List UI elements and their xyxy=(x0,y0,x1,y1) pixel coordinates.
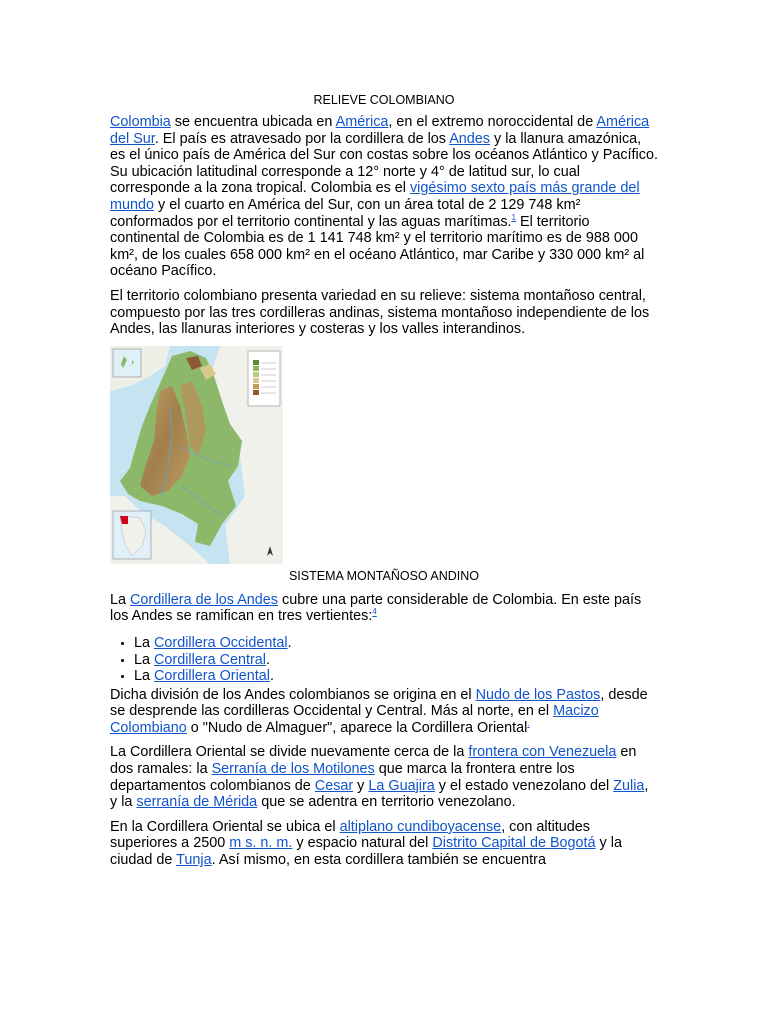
link-america-del-sur[interactable]: América del Sur xyxy=(110,114,650,147)
paragraph-oriental: La Cordillera Oriental se divide nuevamente cerca de la frontera con Venezuela en dos ramales: la Serranía de los Motilones que marca la frontera entre los departamentos colombianos de Cesar y La Guajira y el estado venezolano del Zulia, y la serranía de Mérida que se adentra en territorio venezolano. xyxy=(110,744,649,811)
paragraph-division: Dicha división de los Andes colombianos se origina en el Nudo de los Pastos, desde se desprende las cordilleras Occidental y Central. Más al norte, en el Macizo Colombiano o "Nudo de Almaguer", aparece la Cordillera Oriental. xyxy=(110,686,648,736)
link-zulia[interactable]: Zulia xyxy=(613,777,645,794)
link-cordillera-occidental[interactable]: Cordillera Occidental xyxy=(154,634,288,651)
link-america[interactable]: América xyxy=(335,114,389,130)
section-title: SISTEMA MONTAÑOSO ANDINO xyxy=(288,568,480,583)
link-macizo-colombiano[interactable]: Macizo Colombiano xyxy=(110,703,599,736)
link-altiplano[interactable]: altiplano cundiboyacense xyxy=(339,818,502,835)
link-bogota[interactable]: Distrito Capital de Bogotá xyxy=(432,835,596,852)
topographic-map-image xyxy=(110,346,283,564)
footnote-ref[interactable]: . xyxy=(527,719,530,729)
link-tunja[interactable]: Tunja xyxy=(176,852,212,869)
link-cesar[interactable]: Cesar xyxy=(314,777,354,794)
paragraph-altiplano: En la Cordillera Oriental se ubica el altiplano cundiboyacense, con altitudes superiores a 2500 m s. n. m. y espacio natural del Distrito Capital de Bogotá y la ciudad de Tunja. Así mismo, en esta cordillera también se encuentra xyxy=(110,818,622,869)
link-msnm[interactable]: m s. n. m. xyxy=(229,835,293,852)
colombia-map xyxy=(110,346,283,564)
link-frontera-venezuela[interactable]: frontera con Venezuela xyxy=(468,744,617,761)
document-body xyxy=(110,92,658,877)
link-serrania-merida[interactable]: serranía de Mérida xyxy=(136,794,258,811)
footnote-ref-1[interactable]: 1 xyxy=(511,212,516,222)
link-serrania-motilones[interactable]: Serranía de los Motilones xyxy=(211,761,375,778)
paragraph-relieve: El territorio colombiano presenta variedad en su relieve: sistema montañoso central, compuesto por las tres cordilleras andinas, sistema montañoso independiente de los Andes, las llanuras interiores y costeras y los valles interandinos. xyxy=(110,287,650,338)
link-nudo-de-los-pastos[interactable]: Nudo de los Pastos xyxy=(475,686,601,703)
page-title: RELIEVE COLOMBIANO xyxy=(313,93,455,107)
list-item: • La Cordillera Central. xyxy=(134,652,658,669)
paragraph-intro: Colombia se encuentra ubicada en América, en el extremo noroccidental de América del Sur. El país es atravesado por la cordillera de los Andes y la llanura amazónica, es el único país de América del Sur con costas sobre los océanos Atlántico y Pacífico. Su ubicación latitudinal corresponde a 12° norte y 4° de latitud sur, lo cual corresponde a la zona tropical. Colombia es el vigésimo sexto país más grande del mundo y el cuarto en América del Sur, con un área total de 2 129 748 km² conformados por el territorio continental y las aguas marítimas.$^1$ El territorio continental de Colombia es de 1 141 748 km² y el territorio marítimo es de 988 000 km², de los cuales 658 000 km² en el océano Atlántico, mar Caribe y 330 000 km² al océano Pacífico. xyxy=(110,114,658,280)
link-andes[interactable]: Andes xyxy=(449,130,490,147)
map-inset-islands xyxy=(113,349,141,377)
link-la-guajira[interactable]: La Guajira xyxy=(368,777,435,794)
link-vigesimo-sexto[interactable]: vigésimo sexto país más grande del mundo xyxy=(110,180,640,213)
link-colombia[interactable]: Colombia xyxy=(110,114,171,130)
footnote-ref-4[interactable]: 4 xyxy=(372,607,377,617)
link-cordillera-central[interactable]: Cordillera Central xyxy=(154,651,266,668)
cordilleras-list xyxy=(110,635,658,685)
list-item: • La Cordillera Occidental. xyxy=(134,635,658,652)
link-cordillera-andes[interactable]: Cordillera de los Andes xyxy=(130,591,279,608)
paragraph-andes: La Cordillera de los Andes cubre una parte considerable de Colombia. En este país los Andes se ramifican en tres vertientes:$^4$ xyxy=(110,591,642,625)
map-legend xyxy=(248,351,280,406)
list-item: • La Cordillera Oriental. xyxy=(134,668,658,685)
link-cordillera-oriental[interactable]: Cordillera Oriental xyxy=(154,668,270,685)
